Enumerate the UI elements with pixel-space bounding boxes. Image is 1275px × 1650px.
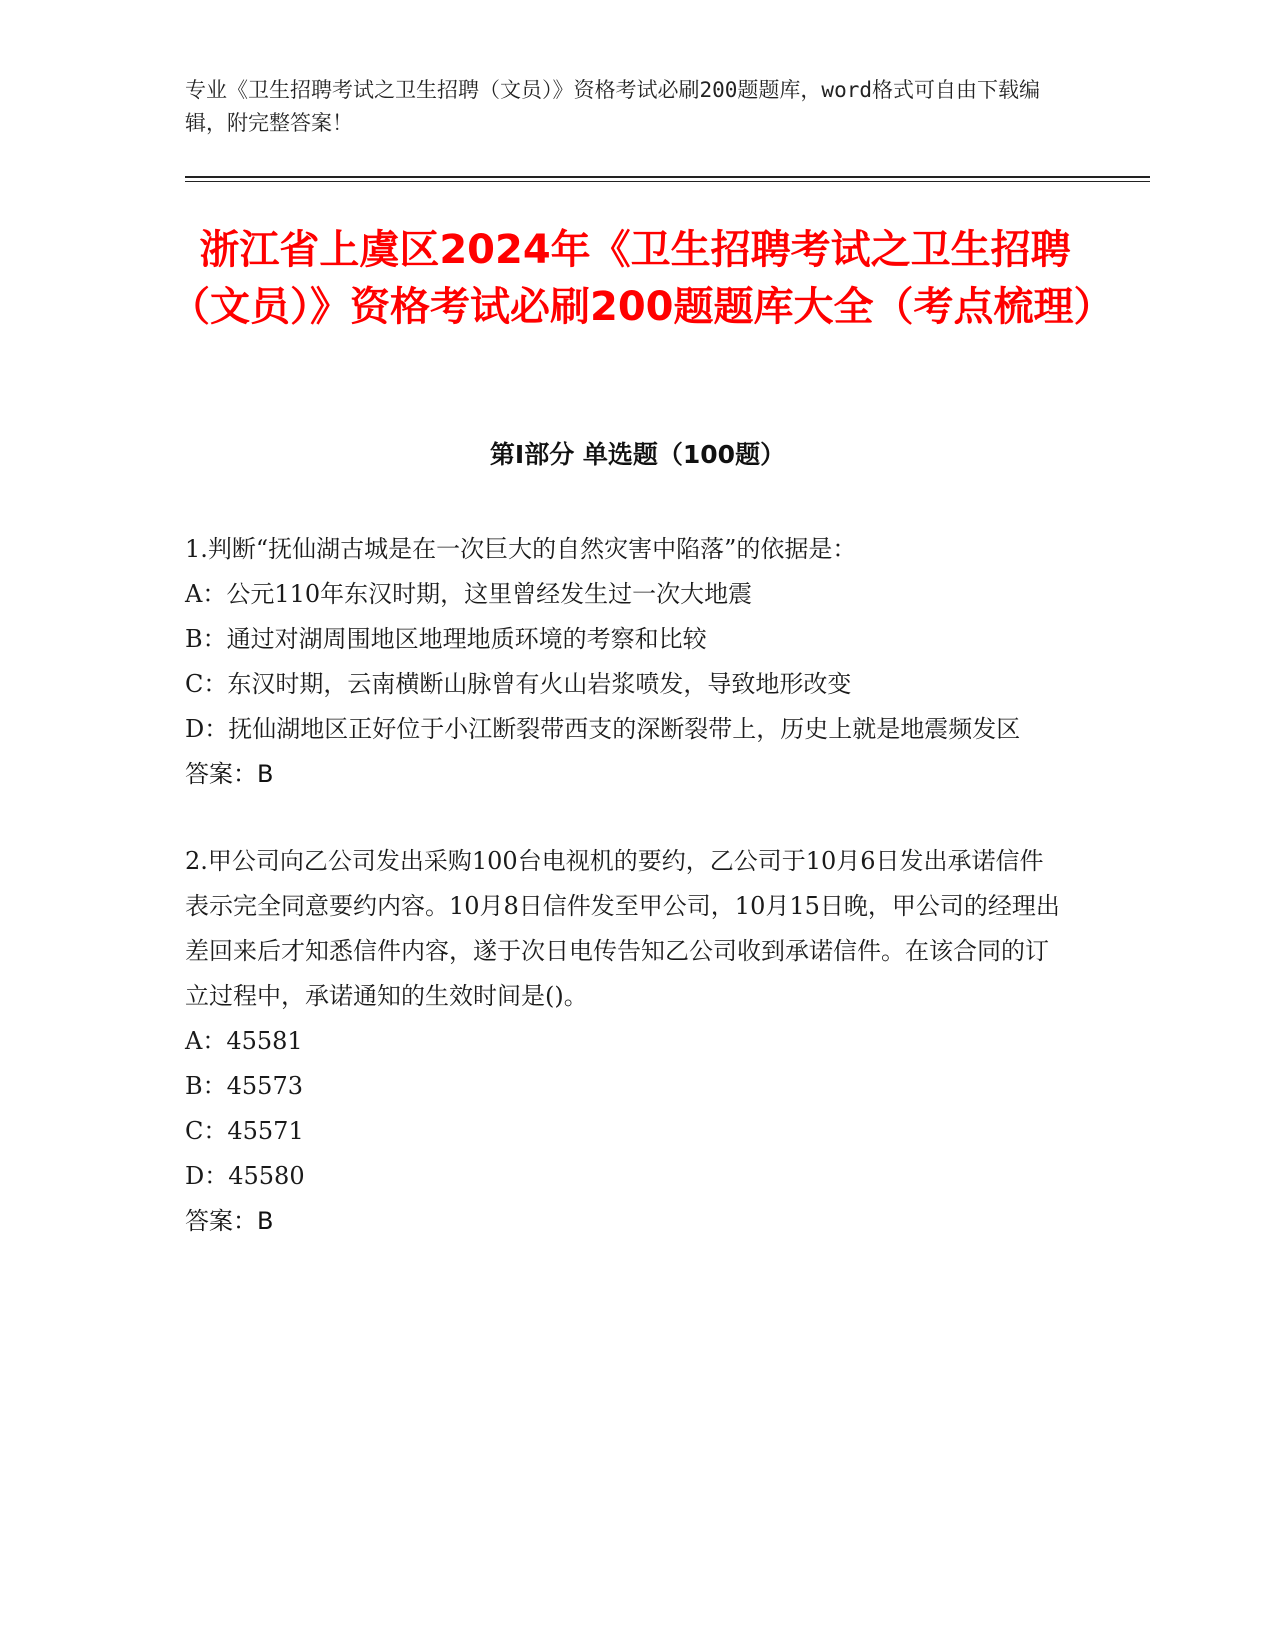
option-b: B：45573 — [185, 1072, 303, 1100]
option-b: B：通过对湖周围地区地理地质环境的考察和比较 — [185, 625, 707, 653]
option-a: A：公元110年东汉时期，这里曾经发生过一次大地震 — [185, 580, 753, 608]
header-note: 专业《卫生招聘考试之卫生招聘（文员）》资格考试必刷200题题库，word格式可自由下载编辑，附完整答案！ — [185, 78, 1040, 135]
question-list — [185, 527, 1065, 1244]
question-text: 1.判断“抚仙湖古城是在一次巨大的自然灾害中陷落”的依据是： — [185, 535, 857, 563]
answer-label: 答案：B — [185, 1207, 274, 1235]
document-title: 浙江省上虞区2024年《卫生招聘考试之卫生招聘（文员）》资格考试必刷200题题库大全（考点梳理） — [170, 227, 1114, 330]
option-c: C：东汉时期，云南横断山脉曾有火山岩浆喷发，导致地形改变 — [185, 670, 852, 698]
section-title: 第Ⅰ部分 单选题（100题） — [489, 440, 786, 469]
answer-label: 答案：B — [185, 760, 274, 788]
question-2 — [185, 839, 1065, 1244]
header-divider-thick — [185, 176, 1150, 178]
question-1 — [185, 527, 1065, 797]
option-a: A：45581 — [185, 1027, 303, 1055]
option-d: D：抚仙湖地区正好位于小江断裂带西支的深断裂带上，历史上就是地震频发区 — [185, 715, 1021, 743]
option-c: C：45571 — [185, 1117, 304, 1145]
option-d: D：45580 — [185, 1162, 305, 1190]
header-divider-thin — [185, 181, 1150, 182]
question-text: 2.甲公司向乙公司发出采购100台电视机的要约，乙公司于10月6日发出承诺信件表示完全同意要约内容。10月8日信件发至甲公司，10月15日晚，甲公司的经理出差回来后才知悉信件内容，遂于次日电传告知乙公司收到承诺信件。在该合同的订立过程中，承诺通知的生效时间是()。 — [185, 847, 1060, 1010]
